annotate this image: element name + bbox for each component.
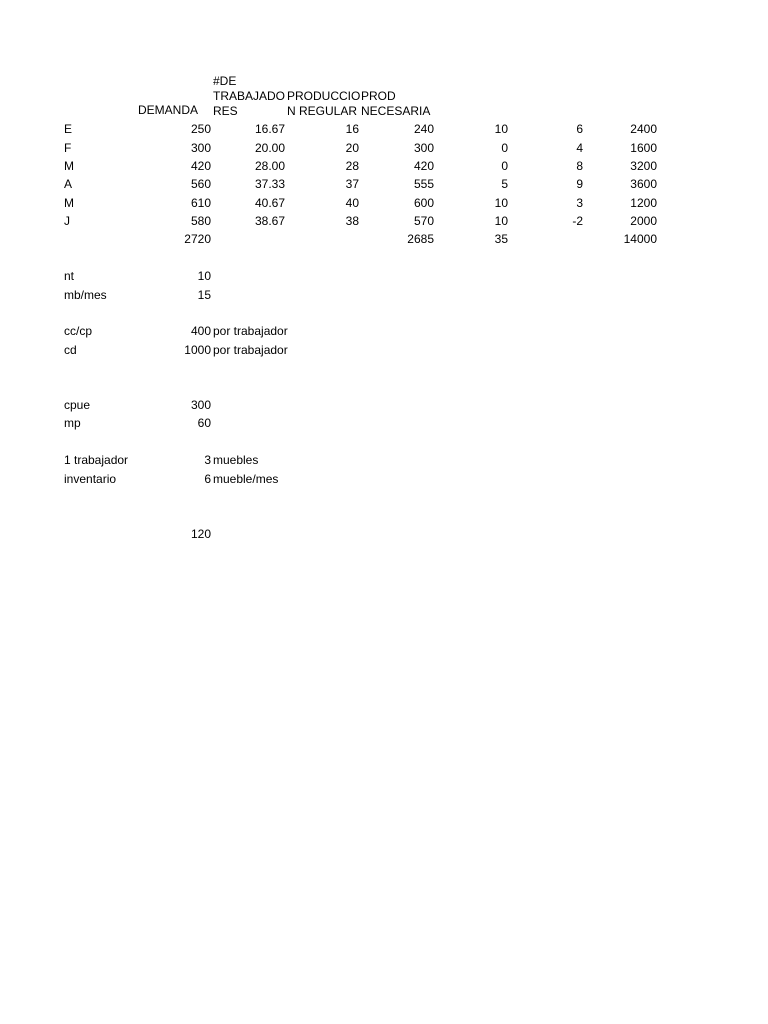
param-trabajador-label: 1 trabajador [64,453,129,467]
row-mes: M [64,159,74,173]
param-mp-value: 60 [197,416,211,430]
param-cd-unit: por trabajador [213,343,288,357]
header-prod-necesaria: PROD NECESARIA [361,89,431,118]
row-mes: M [64,196,74,210]
row-necesaria: 300 [413,141,434,155]
param-nt-label: nt [64,269,75,283]
row-col-g: 3 [576,196,583,210]
row-col-g: 6 [576,122,583,136]
param-mb-value: 15 [197,288,211,302]
total-col-h: 14000 [623,232,657,246]
row-necesaria: 600 [413,196,434,210]
param-cpue-value: 300 [190,398,211,412]
row-trabajadores: 40.67 [254,196,285,210]
row-demanda: 580 [190,214,211,228]
row-produccion: 37 [345,177,359,191]
param-nt-value: 10 [197,269,211,283]
row-col-f: 0 [501,141,508,155]
param-cd-value: 1000 [184,343,211,357]
row-col-h: 3200 [630,159,657,173]
row-demanda: 420 [190,159,211,173]
param-cd-label: cd [64,343,77,357]
row-trabajadores: 28.00 [254,159,285,173]
row-produccion: 16 [345,122,359,136]
param-mp-label: mp [64,416,81,430]
row-mes: F [64,141,72,155]
param-mb-label: mb/mes [64,288,107,302]
row-col-h: 2400 [630,122,657,136]
row-col-g: -2 [572,214,583,228]
row-trabajadores: 38.67 [254,214,285,228]
row-trabajadores: 37.33 [254,177,285,191]
param-trabajador-value: 3 [204,453,211,467]
row-col-g: 4 [576,141,583,155]
param-cc-unit: por trabajador [213,324,288,338]
param-inventario-label: inventario [64,472,117,486]
row-demanda: 250 [190,122,211,136]
param-trabajador-unit: muebles [213,453,259,467]
header-produccion-regular: PRODUCCIO N REGULAR [287,89,361,118]
row-mes: J [64,214,70,228]
row-necesaria: 555 [413,177,434,191]
row-produccion: 40 [345,196,359,210]
row-col-f: 0 [501,159,508,173]
row-produccion: 28 [345,159,359,173]
row-produccion: 38 [345,214,359,228]
row-col-f: 5 [501,177,508,191]
row-col-f: 10 [494,196,508,210]
row-col-g: 8 [576,159,583,173]
param-inventario-unit: mueble/mes [213,472,279,486]
row-col-h: 2000 [630,214,657,228]
row-mes: A [64,177,73,191]
row-demanda: 610 [190,196,211,210]
param-cpue-label: cpue [64,398,91,412]
total-demanda: 2720 [184,232,211,246]
total-necesaria: 2685 [407,232,434,246]
total-col-f: 35 [494,232,508,246]
param-cc-value: 400 [190,324,211,338]
param-extra-value: 120 [190,527,211,541]
row-necesaria: 240 [413,122,434,136]
row-demanda: 300 [190,141,211,155]
param-inventario-value: 6 [204,472,211,486]
row-mes: E [64,122,73,136]
row-col-h: 3600 [630,177,657,191]
row-col-f: 10 [494,122,508,136]
row-trabajadores: 16.67 [254,122,285,136]
row-col-h: 1600 [630,141,657,155]
row-necesaria: 570 [413,214,434,228]
header-demanda: DEMANDA [138,103,199,117]
row-col-f: 10 [494,214,508,228]
row-trabajadores: 20.00 [254,141,285,155]
row-col-g: 9 [576,177,583,191]
header-trabajadores: #DE TRABAJADO RES [213,74,286,118]
row-demanda: 560 [190,177,211,191]
row-produccion: 20 [345,141,359,155]
row-necesaria: 420 [413,159,434,173]
row-col-h: 1200 [630,196,657,210]
param-cc-label: cc/cp [64,324,93,338]
